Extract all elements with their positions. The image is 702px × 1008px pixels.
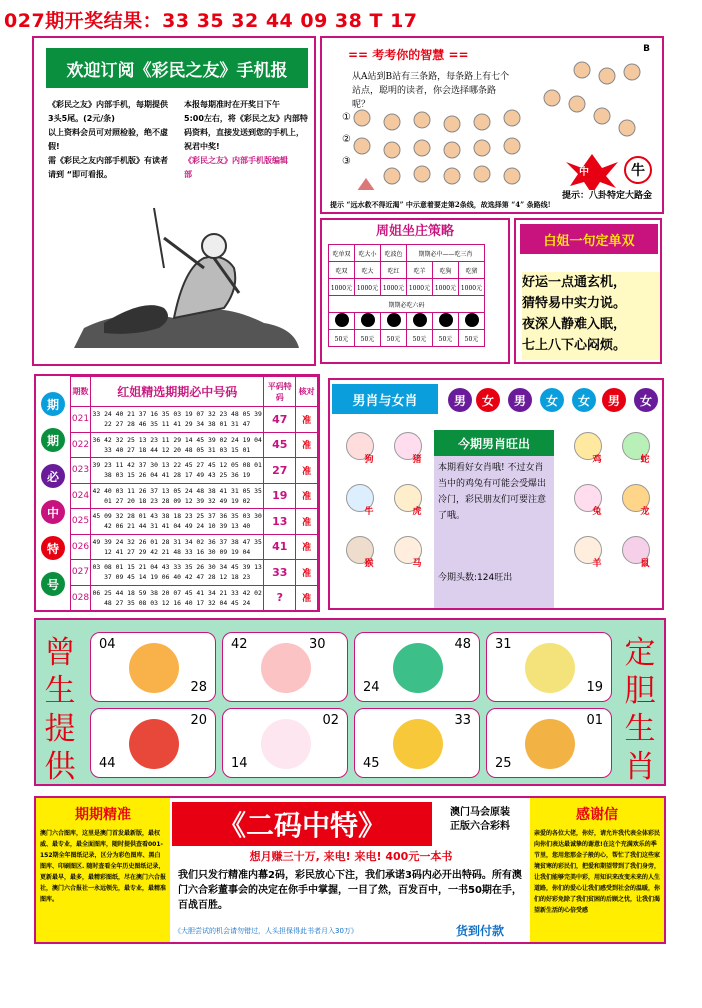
zodiac-dog bbox=[338, 432, 382, 476]
nums-cell: 33 24 40 21 37 16 35 03 19 07 32 23 48 05 39 22 27 28 46 35 11 41 29 34 38 01 31 47 bbox=[90, 407, 263, 433]
zodiac-card-tiger bbox=[354, 708, 480, 778]
ok-cell: 准 bbox=[296, 458, 318, 484]
gender-badge: 女 bbox=[476, 388, 500, 412]
zodiac-label: 羊 bbox=[592, 559, 602, 569]
zhou-cell: 50元 bbox=[407, 330, 433, 347]
draw-result-title: 027期开奖结果：33 35 32 44 09 38 T 17 bbox=[4, 10, 418, 32]
nums-cell: 03 08 01 15 21 04 43 33 35 26 30 34 45 39 13 37 09 45 14 19 06 40 42 47 28 12 18 23 bbox=[90, 560, 263, 586]
zodiac-label: 猴 bbox=[364, 559, 374, 569]
zhou-cell: 1000元 bbox=[459, 279, 485, 296]
erma-side-text bbox=[432, 806, 528, 834]
zodiac-label: 狗 bbox=[364, 455, 374, 465]
gender-badge: 女 bbox=[540, 388, 564, 412]
side-label: 必 bbox=[41, 464, 65, 488]
table-row bbox=[71, 560, 318, 586]
card-num: 02 bbox=[322, 713, 339, 728]
thanks-box bbox=[530, 798, 664, 942]
card-num: 45 bbox=[363, 756, 380, 771]
zodiac-label: 兔 bbox=[592, 507, 602, 517]
col-header: 红姐精选期期必中号码 bbox=[90, 377, 263, 407]
table-row bbox=[71, 585, 318, 611]
zodiac-snake bbox=[614, 432, 658, 476]
side-label: 特 bbox=[41, 536, 65, 560]
text-line: 本报每期准时在开奖日下午 bbox=[184, 100, 280, 109]
card-num: 20 bbox=[190, 713, 207, 728]
zhou-dot-cell bbox=[407, 313, 433, 330]
zodiac-rabbit bbox=[566, 484, 610, 528]
zodiac-rooster bbox=[566, 432, 610, 476]
card-num: 19 bbox=[586, 680, 603, 695]
col-header: 期数 bbox=[71, 377, 91, 407]
zhou-strategy-panel bbox=[320, 218, 510, 364]
zodiac-card-rooster bbox=[90, 708, 216, 778]
picks-side-column bbox=[36, 376, 70, 610]
nums-cell: 36 42 32 25 13 23 11 29 14 45 39 02 24 19 04 33 40 27 18 44 12 20 48 05 31 03 15 01 bbox=[90, 432, 263, 458]
zhou-table bbox=[328, 244, 485, 347]
zodiac-label: 鼠 bbox=[640, 559, 650, 569]
zodiac-card-dog bbox=[486, 632, 612, 702]
zodiac-pig bbox=[386, 432, 430, 476]
zodiac-card-dragon bbox=[486, 708, 612, 778]
picks-table bbox=[70, 376, 318, 611]
ok-cell: 准 bbox=[296, 432, 318, 458]
zodiac-label: 蛇 bbox=[640, 455, 650, 465]
mf-mid-box bbox=[434, 430, 554, 608]
gender-badge: 女 bbox=[572, 388, 596, 412]
zodiac-label: 龙 bbox=[640, 507, 650, 517]
dog-icon bbox=[525, 643, 575, 693]
zhou-dot-cell bbox=[433, 313, 459, 330]
te-cell: 33 bbox=[264, 560, 296, 586]
text-line: 5:00左右，将《彩民之友》内部特 bbox=[184, 114, 308, 123]
gender-badge: 女 bbox=[634, 388, 658, 412]
poem-line: 七上八下心闷烦。 bbox=[522, 338, 627, 353]
card-num: 44 bbox=[99, 756, 116, 771]
text-line: 3头5尾。(2元/条) bbox=[48, 114, 115, 123]
gender-badge: 男 bbox=[508, 388, 532, 412]
ok-cell: 准 bbox=[296, 534, 318, 560]
zodiac-label: 马 bbox=[412, 559, 422, 569]
vertical-char: 胆 bbox=[624, 673, 656, 709]
black-ball-icon bbox=[413, 313, 427, 327]
text-line: 假! bbox=[48, 142, 60, 151]
vertical-char: 定 bbox=[624, 635, 656, 671]
nums-cell: 45 09 32 28 01 43 38 18 23 25 37 36 35 03 30 42 06 21 44 31 41 04 49 24 10 39 13 40 bbox=[90, 509, 263, 535]
period-cell: 028 bbox=[71, 585, 91, 611]
te-cell: 27 bbox=[264, 458, 296, 484]
table-row bbox=[71, 407, 318, 433]
te-cell: 19 bbox=[264, 483, 296, 509]
ok-cell: 准 bbox=[296, 509, 318, 535]
period-cell: 021 bbox=[71, 407, 91, 433]
zodiac-ox bbox=[338, 484, 382, 528]
pig-icon bbox=[261, 643, 311, 693]
zhou-cell: 期期必中——吃三肖 bbox=[407, 245, 485, 262]
zhou-cell: 吃大 bbox=[355, 262, 381, 279]
tiger-icon bbox=[393, 719, 443, 769]
quiz-panel bbox=[320, 36, 664, 214]
period-cell: 025 bbox=[71, 509, 91, 535]
ok-cell: 准 bbox=[296, 585, 318, 611]
ok-cell: 准 bbox=[296, 483, 318, 509]
thanks-body: 亲爱的各位大佬，你好，请允许我代表全体彩民向你们表达最诚挚的谢意!在这个充满欢乐的季节里，您用您那金子般的心，帮忙了我们这些家境贫寒的彩民们，把爱和期望带到了我们身旁，让我们能够完美中彩，用知识来改变未来的人生道路，你们的爱心让我们感受到社会的温暖，你们的好彩免除了我们贫困的后顾之忧，让我们渴望新生活的心倍受感 bbox=[534, 830, 661, 914]
black-ball-icon bbox=[387, 313, 401, 327]
zhou-cell: 50元 bbox=[381, 330, 407, 347]
period-cell: 026 bbox=[71, 534, 91, 560]
zodiac-dragon bbox=[614, 484, 658, 528]
zodiac-label: 猪 bbox=[412, 455, 422, 465]
zodiac-card-ox bbox=[90, 632, 216, 702]
zhou-cell: 1000元 bbox=[433, 279, 459, 296]
precise-title: 期期精准 bbox=[75, 807, 131, 823]
text-line: 部 bbox=[184, 170, 192, 179]
te-cell: 47 bbox=[264, 407, 296, 433]
subscribe-right-text bbox=[184, 98, 310, 182]
right-vertical-text bbox=[620, 634, 660, 786]
text-line: 以上资料会员可对照检验，绝不虚 bbox=[48, 128, 168, 137]
route-2: ② bbox=[342, 134, 351, 145]
poem-line: 夜深人静难入眠， bbox=[522, 317, 627, 332]
table-row bbox=[71, 483, 318, 509]
quiz-b-label: B bbox=[643, 44, 650, 54]
gender-badge: 男 bbox=[602, 388, 626, 412]
mf-title: 男肖与女肖 bbox=[332, 384, 438, 414]
card-num: 28 bbox=[190, 680, 207, 695]
vertical-char: 曾 bbox=[44, 635, 76, 671]
slogan: 想月赚三十万, 来电! 来电! 400元一本书 bbox=[249, 850, 453, 863]
nums-cell: 39 23 11 42 37 30 13 22 45 27 45 12 05 08 01 38 03 15 26 04 41 28 17 49 43 25 36 19 bbox=[90, 458, 263, 484]
rooster-icon bbox=[129, 719, 179, 769]
side-label: 期 bbox=[41, 392, 65, 416]
zodiac-tiger bbox=[386, 484, 430, 528]
subscribe-left-text bbox=[48, 98, 178, 182]
route-3: ③ bbox=[342, 156, 351, 167]
zhou-dot-cell bbox=[355, 313, 381, 330]
bai-poem bbox=[522, 272, 660, 360]
col-header: 核对 bbox=[296, 377, 318, 407]
side-label: 期 bbox=[41, 428, 65, 452]
card-num: 30 bbox=[309, 637, 326, 652]
mf-mid-title: 今期男肖旺出 bbox=[434, 430, 554, 456]
side-line: 澳门马会原装 bbox=[450, 807, 510, 818]
route-1: ① bbox=[342, 112, 351, 123]
card-num: 25 bbox=[495, 756, 512, 771]
zhou-cell: 吃狗 bbox=[433, 262, 459, 279]
side-line: 正版六合彩料 bbox=[450, 821, 510, 832]
period-cell: 027 bbox=[71, 560, 91, 586]
zhou-cell: 吃猪 bbox=[459, 262, 485, 279]
period-cell: 022 bbox=[71, 432, 91, 458]
ok-cell: 准 bbox=[296, 560, 318, 586]
zhou-cell: 吃单双 bbox=[329, 245, 355, 262]
vertical-char: 生 bbox=[624, 711, 656, 747]
text-line: 《彩民之友》内部手机，每期提供 bbox=[48, 100, 168, 109]
quiz-footer: 提示 “远水救不得近渴” 中示意着要走第2条线，故选择第 “4” 条路线! bbox=[330, 200, 551, 209]
zhou-dot-cell bbox=[459, 313, 485, 330]
side-label: 号 bbox=[41, 572, 65, 596]
zodiac-card-pig bbox=[222, 632, 348, 702]
zodiac-label: 虎 bbox=[412, 507, 422, 517]
male-female-panel bbox=[328, 378, 664, 610]
text-line: 请到 “即可看报。 bbox=[48, 170, 113, 179]
zhou-cell: 期期必吃六码 bbox=[329, 296, 485, 313]
zodiac-cards-panel bbox=[34, 618, 666, 786]
bai-title: 白姐一句定单双 bbox=[520, 224, 658, 254]
zhou-cell: 吃红 bbox=[381, 262, 407, 279]
zhou-cell: 1000元 bbox=[407, 279, 433, 296]
dragon-icon bbox=[525, 719, 575, 769]
zodiac-horse bbox=[386, 536, 430, 580]
picks-table-panel bbox=[34, 374, 320, 612]
black-ball-icon bbox=[439, 313, 453, 327]
side-label: 中 bbox=[41, 500, 65, 524]
snake-icon bbox=[393, 643, 443, 693]
col-header: 平码特码 bbox=[264, 377, 296, 407]
thanks-title: 感谢信 bbox=[576, 807, 618, 823]
bottom-ads-panel bbox=[34, 796, 666, 944]
card-num: 33 bbox=[454, 713, 471, 728]
zhou-dot-cell bbox=[381, 313, 407, 330]
zodiac-label: 牛 bbox=[364, 507, 374, 517]
black-ball-icon bbox=[361, 313, 375, 327]
left-vertical-text bbox=[40, 634, 80, 786]
card-num: 24 bbox=[363, 680, 380, 695]
zhou-cell: 吃波色 bbox=[381, 245, 407, 262]
poem-line: 好运一点通玄机， bbox=[522, 275, 627, 290]
card-num: 42 bbox=[231, 637, 248, 652]
zhou-cell: 1000元 bbox=[329, 279, 355, 296]
text-line: 需《彩民之友内部手机版》有读者 bbox=[48, 156, 168, 165]
te-cell: ? bbox=[264, 585, 296, 611]
precise-body: 澳门六合图库，这里是澳门首发最新版，最权威、最专业，最全面图库，随时提供查看001-152期全年图纸记录，区分为彩色图库、黑白图库、印刷图区. 随时查看全年历史图纸记录，更新最早，最多，最精彩图纸，尽在澳门六合报社，澳门六合报社一永远领先，最专业，最精准图库。 bbox=[40, 830, 167, 903]
card-num: 01 bbox=[586, 713, 603, 728]
cod-label[interactable]: 货到付款 bbox=[456, 924, 505, 938]
zodiac-goat bbox=[566, 536, 610, 580]
table-row bbox=[71, 432, 318, 458]
zhou-cell: 50元 bbox=[433, 330, 459, 347]
table-row bbox=[71, 509, 318, 535]
mf-count: 今期头数:124旺出 bbox=[438, 573, 513, 583]
black-ball-icon bbox=[465, 313, 479, 327]
vertical-char: 提 bbox=[44, 711, 76, 747]
card-num: 04 bbox=[99, 637, 116, 652]
mf-mid-body: 本期看好女肖哦! 不过女肖当中的鸡兔有可能会受爆出冷门，彩民朋友们可要注意了哦。 bbox=[438, 463, 547, 521]
te-cell: 45 bbox=[264, 432, 296, 458]
vertical-char: 生 bbox=[44, 673, 76, 709]
nums-cell: 49 39 24 32 26 01 28 31 34 02 36 37 38 47 35 12 41 27 29 42 21 48 33 16 30 09 19 04 bbox=[90, 534, 263, 560]
zodiac-rat bbox=[614, 536, 658, 580]
ox-icon bbox=[129, 643, 179, 693]
zhou-dot-cell bbox=[329, 313, 355, 330]
quiz-hint: 提示：八卦特定大路金 bbox=[561, 191, 652, 201]
vertical-char: 供 bbox=[44, 749, 76, 785]
zhou-cell: 吃羊 bbox=[407, 262, 433, 279]
erma-zhongte-title[interactable]: 《二码中特》 bbox=[172, 802, 432, 846]
zhou-cell: 1000元 bbox=[381, 279, 407, 296]
text-line: 《彩民之友》内部手机版编辑 bbox=[184, 156, 288, 165]
period-cell: 023 bbox=[71, 458, 91, 484]
te-cell: 41 bbox=[264, 534, 296, 560]
zodiac-label: 鸡 bbox=[592, 455, 602, 465]
table-row bbox=[71, 534, 318, 560]
subscribe-banner[interactable]: 欢迎订阅《彩民之友》手机报 bbox=[46, 48, 308, 88]
zodiac-monkey bbox=[338, 536, 382, 580]
zhou-cell: 50元 bbox=[329, 330, 355, 347]
card-num: 14 bbox=[231, 756, 248, 771]
quiz-route-illustration bbox=[352, 58, 652, 190]
zhou-cell: 50元 bbox=[459, 330, 485, 347]
quiz-center-star: 中 bbox=[579, 167, 589, 178]
nums-cell: 42 40 03 11 26 37 13 05 24 48 38 41 31 05 35 01 27 20 18 23 28 09 12 39 32 49 19 02 bbox=[90, 483, 263, 509]
text-line: 码资料，直接发送到您的手机上， bbox=[184, 128, 304, 137]
period-cell: 024 bbox=[71, 483, 91, 509]
zhou-cell: 1000元 bbox=[355, 279, 381, 296]
erma-footer: 《大胆尝试的机会请勿错过，人头担保得此书者月入30万》 bbox=[174, 927, 358, 935]
quiz-question: 从A站到B站有三条路，每条路上有七个站点，聪明的读者，你会选择哪条路呢？ bbox=[352, 72, 510, 110]
ok-cell: 准 bbox=[296, 407, 318, 433]
card-num: 48 bbox=[454, 637, 471, 652]
zodiac-card-snake bbox=[354, 632, 480, 702]
text-line: 祝君中奖! bbox=[184, 142, 220, 151]
vertical-char: 肖 bbox=[624, 749, 656, 785]
zhou-cell: 吃双 bbox=[329, 262, 355, 279]
bai-poem-panel bbox=[514, 218, 662, 364]
table-row bbox=[71, 458, 318, 484]
ink-painting-illustration bbox=[64, 198, 304, 358]
zhou-cell: 50元 bbox=[355, 330, 381, 347]
card-num: 31 bbox=[495, 637, 512, 652]
subscribe-panel bbox=[32, 36, 316, 366]
zodiac-card-rabbit bbox=[222, 708, 348, 778]
quiz-title: == 考考你的智慧 == bbox=[348, 48, 469, 62]
zhou-cell: 吃大小 bbox=[355, 245, 381, 262]
nums-cell: 06 25 44 18 59 38 20 07 45 41 34 21 33 42 02 48 27 35 08 03 12 16 40 17 32 04 45 24 bbox=[90, 585, 263, 611]
te-cell: 13 bbox=[264, 509, 296, 535]
poem-line: 猜特易中实力说。 bbox=[522, 296, 627, 311]
precise-box bbox=[36, 798, 170, 942]
rabbit-icon bbox=[261, 719, 311, 769]
gender-badge: 男 bbox=[448, 388, 472, 412]
erma-body: 我们只发行精准内幕2码，彩民放心下注，我们承诺3码内必开出特码。所有澳门六合彩董事会的决定在你手中掌握，一目了然，百发百中，一书50期在手，百战百胜。 bbox=[178, 870, 522, 911]
zhou-title: 周姐坐庄策略 bbox=[375, 224, 454, 239]
quiz-answer: 牛 bbox=[624, 156, 652, 184]
black-ball-icon bbox=[335, 313, 349, 327]
